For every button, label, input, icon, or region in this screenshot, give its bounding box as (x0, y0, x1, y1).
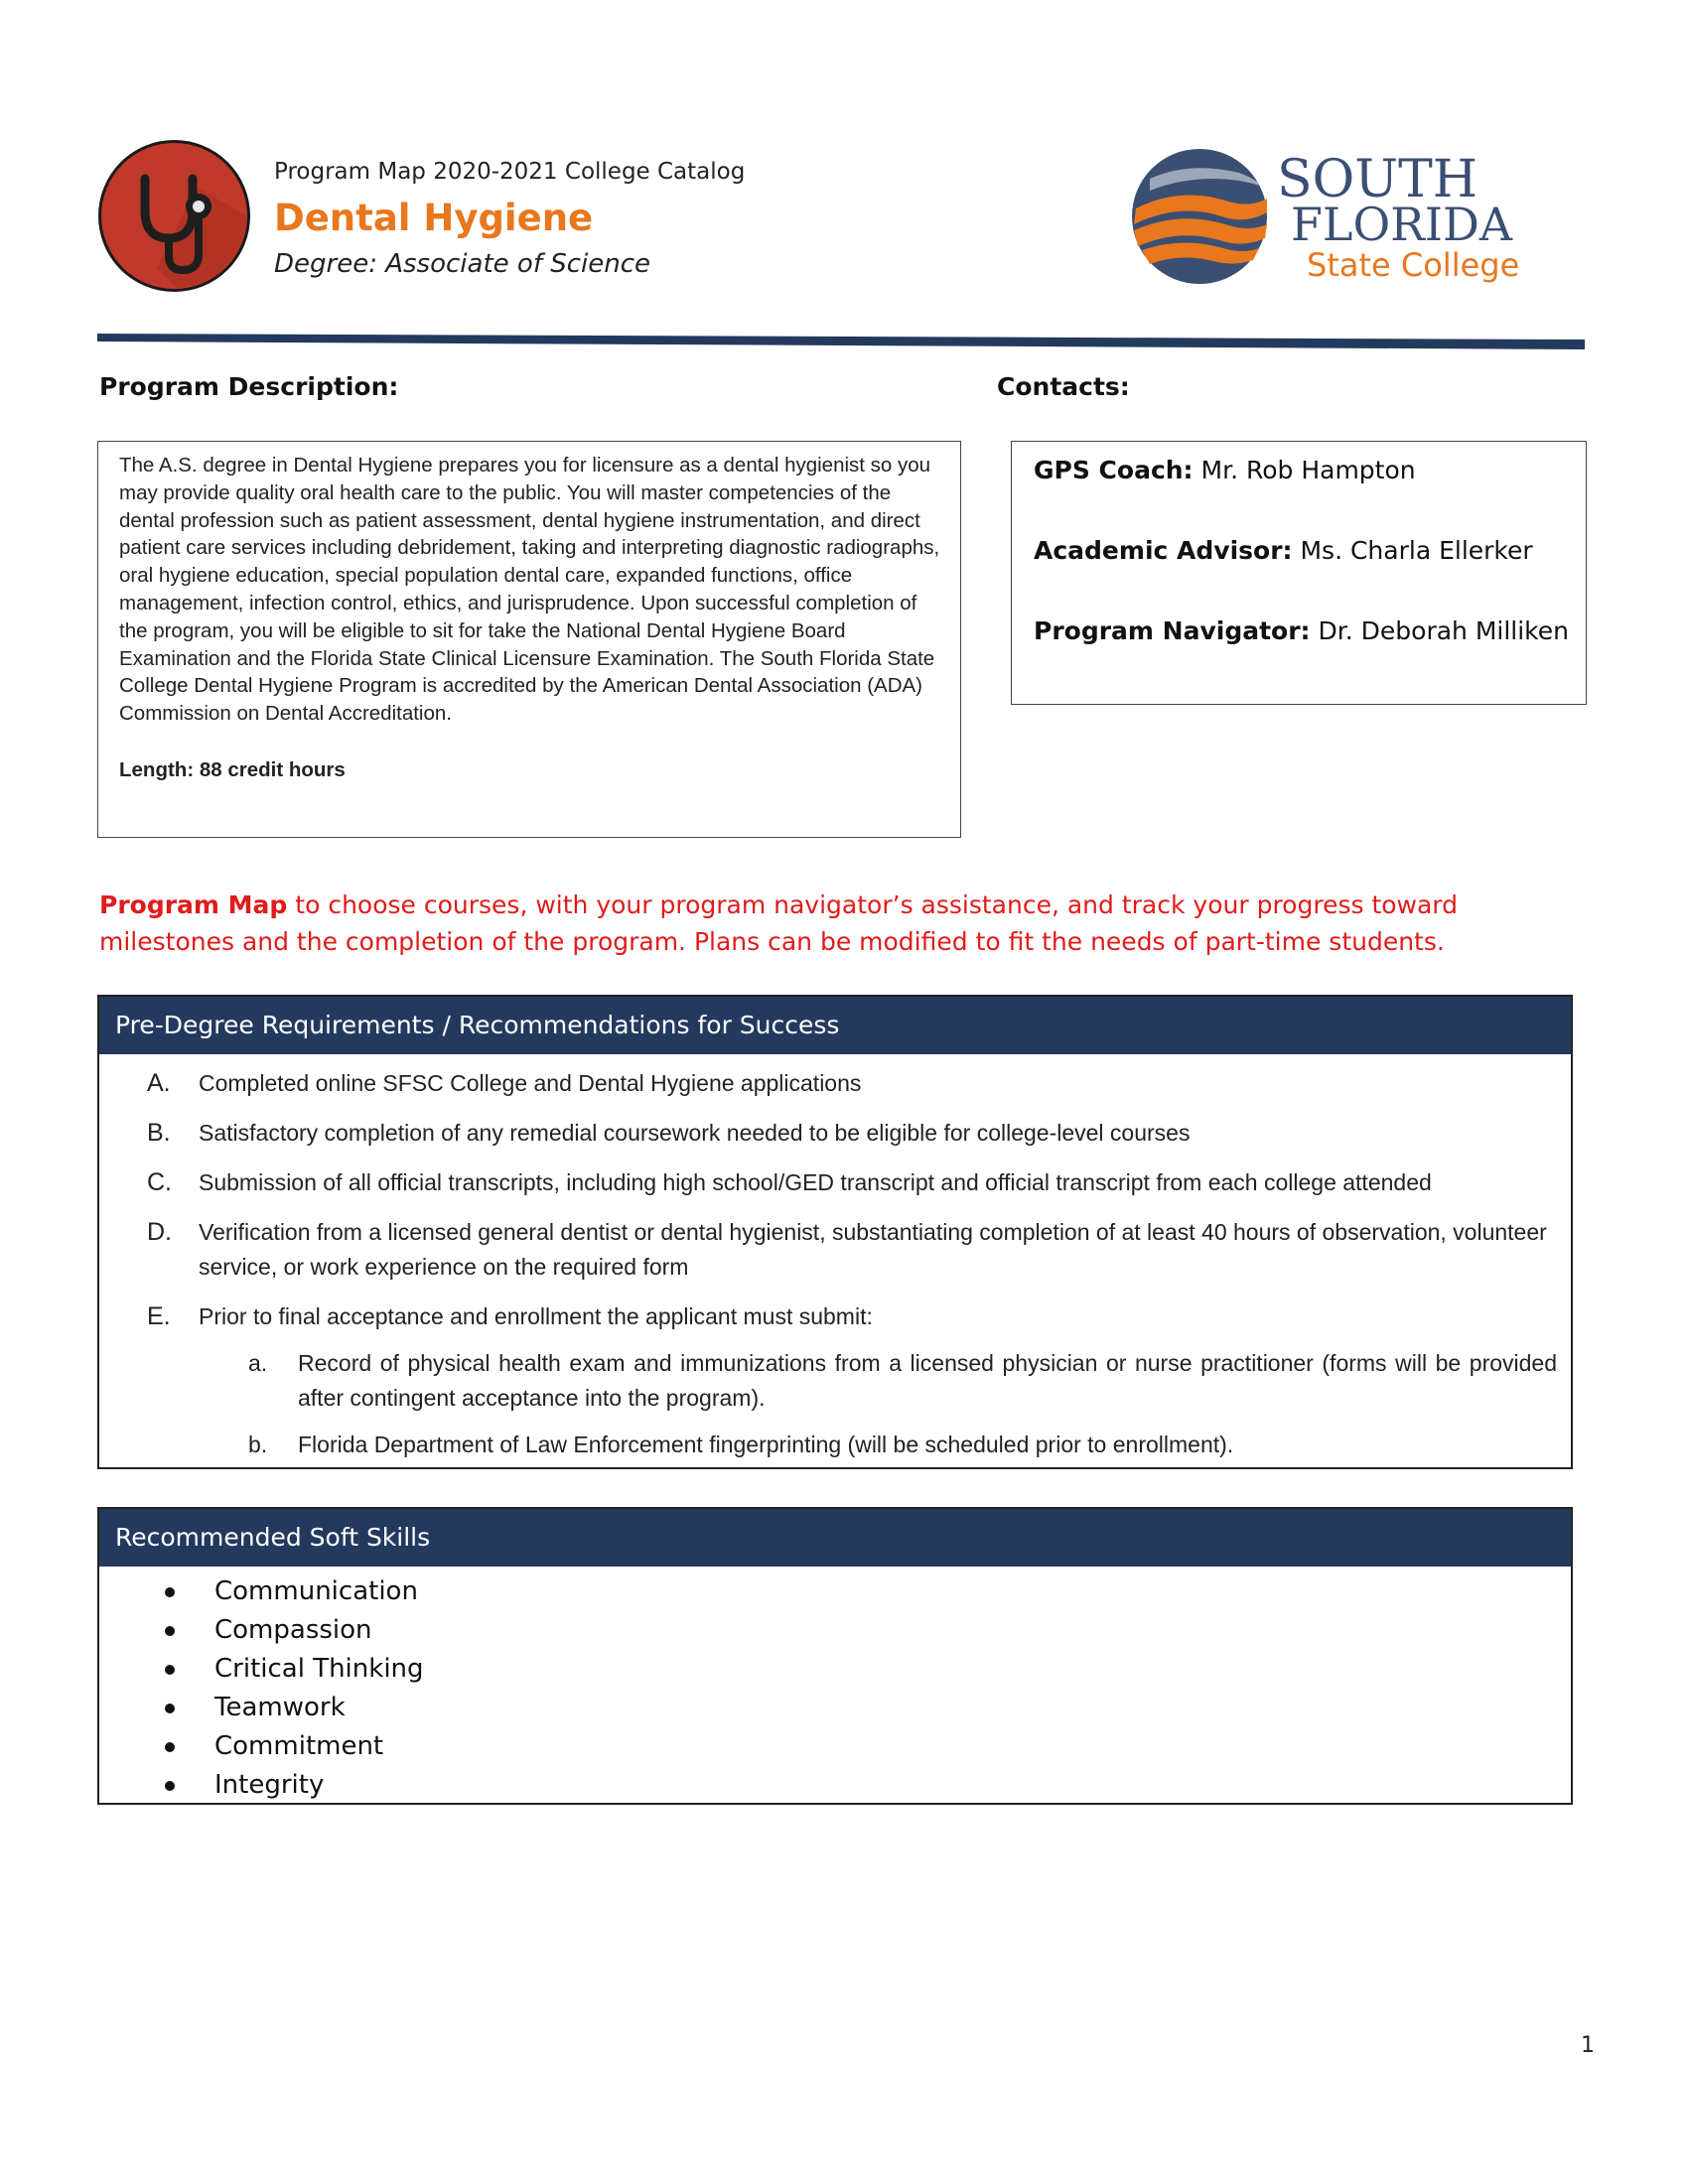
bullet-icon (165, 1742, 175, 1752)
contact-academic-advisor (1034, 536, 1564, 616)
contacts-box (1011, 441, 1587, 705)
program-map-text: to choose courses, with your program navigator’s assistance, and track your progress toward milestones and the completion of the program. Plans can be modified to fit the needs of part-time students. (99, 890, 1459, 956)
list-item (99, 1650, 1571, 1689)
program-title: Dental Hygiene (274, 197, 594, 239)
skill-text: Compassion (214, 1615, 372, 1645)
contacts-heading: Contacts: (997, 372, 1130, 401)
program-map-label: Program Map (99, 890, 288, 919)
bullet-icon (165, 1587, 175, 1597)
list-marker: A. (147, 1069, 171, 1097)
catalog-line: Program Map 2020-2021 College Catalog (274, 159, 746, 185)
logo-text-florida: FLORIDA (1291, 198, 1513, 251)
program-map-intro (99, 887, 1589, 960)
list-item (99, 1727, 1571, 1766)
page-number: 1 (1581, 2033, 1595, 2058)
list-item-text: Prior to final acceptance and enrollment the applicant must submit: (199, 1303, 873, 1329)
list-item (99, 1766, 1571, 1805)
skill-text: Critical Thinking (214, 1654, 424, 1684)
program-description-box (97, 441, 961, 838)
soft-skills-list (99, 1567, 1571, 1805)
list-marker: b. (248, 1432, 268, 1457)
contact-gps-coach (1034, 456, 1564, 536)
list-item (99, 1611, 1571, 1650)
list-marker: D. (147, 1218, 172, 1246)
soft-skills-panel (97, 1507, 1573, 1805)
contact-name: Ms. Charla Ellerker (1300, 536, 1533, 565)
contact-program-navigator (1034, 616, 1569, 697)
bullet-icon (165, 1665, 175, 1675)
pre-degree-panel (97, 995, 1573, 1469)
bullet-icon (165, 1704, 175, 1713)
list-item (99, 1215, 1571, 1285)
list-item (99, 1346, 1571, 1416)
bullet-icon (165, 1626, 175, 1636)
list-marker: a. (248, 1350, 268, 1376)
list-item (99, 1165, 1571, 1200)
skill-text: Integrity (214, 1770, 325, 1800)
list-item (99, 1066, 1571, 1101)
program-description-heading: Program Description: (99, 372, 399, 401)
logo-text-state-college: State College (1307, 246, 1520, 284)
contact-role: GPS Coach: (1034, 456, 1194, 484)
list-item (99, 1428, 1571, 1462)
list-item-text: Verification from a licensed general dentist or dental hygienist, substantiating completion of at least 40 hours of observation, volunteer service, or work experience on the required form (199, 1219, 1547, 1280)
header-divider (97, 328, 1585, 353)
contact-role: Program Navigator: (1034, 616, 1311, 645)
list-marker: E. (147, 1302, 171, 1330)
skill-text: Teamwork (214, 1693, 346, 1722)
program-length: Length: 88 credit hours (119, 757, 346, 781)
list-marker: C. (147, 1168, 172, 1196)
soft-skills-title: Recommended Soft Skills (99, 1509, 1571, 1567)
college-logo (1130, 139, 1557, 288)
logo-text-south: SOUTH (1277, 150, 1478, 209)
skill-text: Communication (214, 1576, 418, 1606)
list-item-text: Record of physical health exam and immunizations from a licensed physician or nurse practitioner (forms will be provided after contingent acceptance into the program). (298, 1350, 1557, 1411)
list-item (99, 1689, 1571, 1727)
stethoscope-icon (97, 139, 251, 293)
list-item (99, 1116, 1571, 1151)
skill-text: Commitment (214, 1731, 384, 1761)
degree-line: Degree: Associate of Science (274, 249, 651, 279)
sub-requirements-list (99, 1346, 1571, 1462)
header-text (274, 159, 745, 279)
requirements-list (99, 1066, 1571, 1334)
list-item (99, 1572, 1571, 1611)
contact-name: Mr. Rob Hampton (1200, 456, 1416, 484)
list-item-text: Florida Department of Law Enforcement fingerprinting (will be scheduled prior to enrollment). (298, 1432, 1234, 1457)
bullet-icon (165, 1781, 175, 1791)
list-item (99, 1299, 1571, 1334)
contact-role: Academic Advisor: (1034, 536, 1293, 565)
list-marker: B. (147, 1119, 171, 1147)
pre-degree-title: Pre-Degree Requirements / Recommendations for Success (99, 997, 1571, 1054)
contact-name: Dr. Deborah Milliken (1318, 616, 1569, 645)
list-item-text: Completed online SFSC College and Dental Hygiene applications (199, 1070, 862, 1096)
program-description-text: The A.S. degree in Dental Hygiene prepares you for licensure as a dental hygienist so you may provide quality oral health care to the public. You will master competencies of the dental profession such as patient assessment, dental hygiene instrumentation, and direct patient care services including debridement, taking and interpreting diagnostic radiographs, oral hygiene education, special population dental care, expanded functions, office management, infection control, ethics, and jurisprudence. Upon successful completion of the program, you will be eligible to sit for take the National Dental Hygiene Board Examination and the Florida State Clinical Licensure Examination. The South Florida State College Dental Hygiene Program is accredited by the American Dental Association (ADA) Commission on Dental Accreditation. (119, 454, 940, 726)
list-item-text: Satisfactory completion of any remedial coursework needed to be eligible for college-level courses (199, 1120, 1191, 1146)
list-item-text: Submission of all official transcripts, including high school/GED transcript and official transcript from each college attended (199, 1169, 1432, 1195)
